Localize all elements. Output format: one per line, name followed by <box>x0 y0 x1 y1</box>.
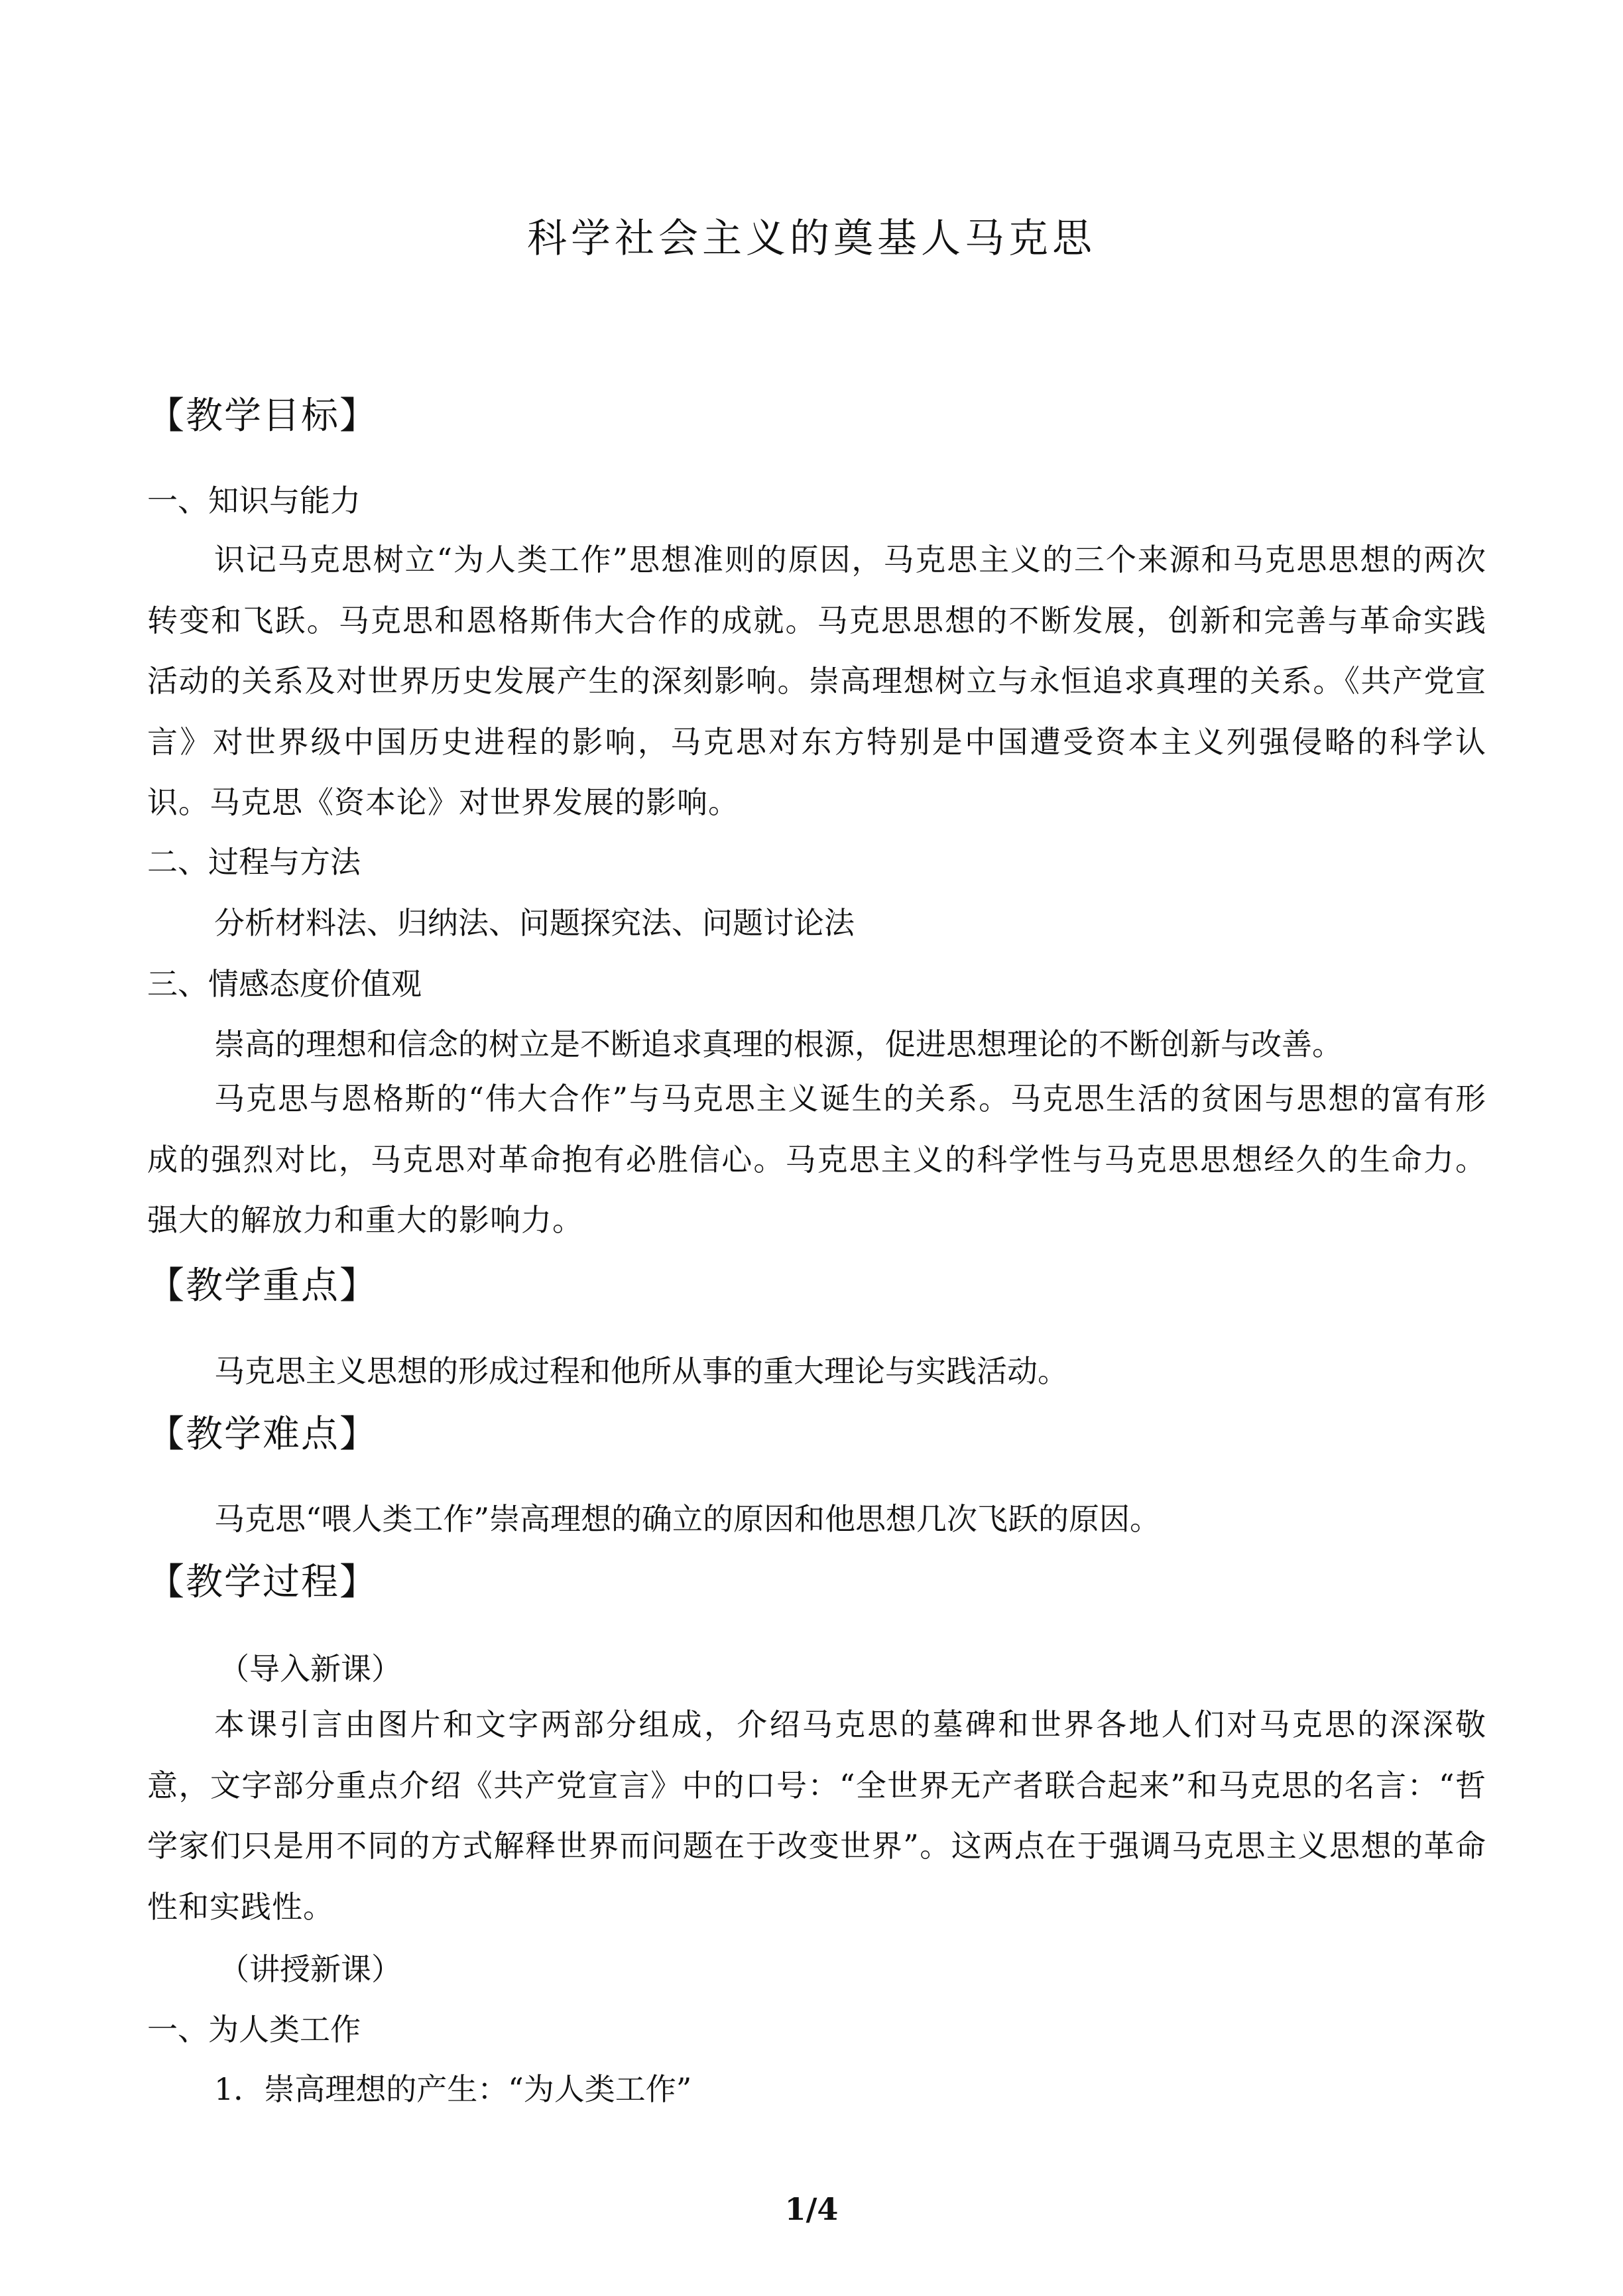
intro-label: （导入新课） <box>219 1651 402 1687</box>
intro-text: 本课引言由图片和文字两部分组成，介绍马克思的墓碑和世界各地人们对马克思的深深敬意，文字部分重点介绍《共产党宣言》中的口号：“全世界无产者联合起来”和马克思的名言：“哲学家们只是用不同的方式解释世界而问题在于改变世界”。这两点在于强调马克思主义思想的革命性和实践性。 <box>147 1707 1486 1925</box>
process-method-text: 分析材料法、归纳法、问题探究法、问题讨论法 <box>214 905 855 941</box>
difficulties-text: 马克思“喂人类工作”崇高理想的确立的原因和他思想几次飞跃的原因。 <box>214 1501 1161 1537</box>
emotion-values-text-2: 马克思与恩格斯的“伟大合作”与马克思主义诞生的关系。马克思生活的贫困与思想的富有形成的强烈对比，马克思对革命抱有必胜信心。马克思主义的科学性与马克思思想经久的生命力。强大的解放力和重大的影响力。 <box>147 1081 1486 1238</box>
heading-teaching-goals: 【教学目标】 <box>147 394 378 438</box>
item1-text: 1．崇高理想的产生：“为人类工作” <box>214 2071 692 2107</box>
process-method-label: 二、过程与方法 <box>147 844 361 880</box>
heading-difficulties: 【教学难点】 <box>147 1413 378 1456</box>
emotion-values-label: 三、情感态度价值观 <box>147 966 422 1002</box>
heading-key-points: 【教学重点】 <box>147 1264 378 1307</box>
part1-label: 一、为人类工作 <box>147 2012 361 2047</box>
emotion-values-text-1: 崇高的理想和信念的树立是不断追求真理的根源，促进思想理论的不断创新与改善。 <box>214 1026 1343 1062</box>
lecture-label: （讲授新课） <box>219 1951 402 1987</box>
knowledge-ability-text: 识记马克思树立“为人类工作”思想准则的原因，马克思主义的三个来源和马克思思想的两次转变和飞跃。马克思和恩格斯伟大合作的成就。马克思思想的不断发展，创新和完善与革命实践活动的关系及对世界历史发展产生的深刻影响。崇高理想树立与永恒追求真理的关系。《共产党宣言》对世界级中国历史进程的影响，马克思对东方特别是中国遭受资本主义列强侵略的科学认识。马克思《资本论》对世界发展的影响。 <box>147 542 1486 820</box>
document-title: 科学社会主义的奠基人马克思 <box>527 215 1096 262</box>
knowledge-ability-label: 一、知识与能力 <box>147 483 361 518</box>
page-number: 1/4 <box>784 2191 839 2227</box>
key-points-text: 马克思主义思想的形成过程和他所从事的重大理论与实践活动。 <box>214 1353 1068 1389</box>
heading-teaching-process: 【教学过程】 <box>147 1561 378 1604</box>
